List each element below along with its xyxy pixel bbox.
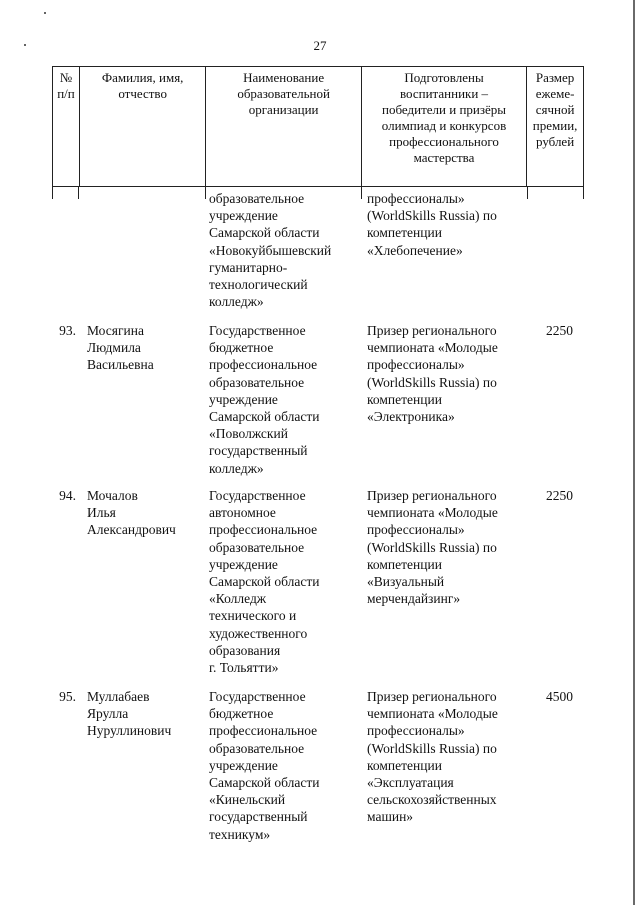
scan-edge-line (633, 0, 635, 905)
column-divider (583, 187, 584, 199)
continued-achievement: профессионалы» (WorldSkills Russia) по компетенции «Хлебопечение» (367, 191, 497, 258)
row-org: Государственное бюджетное профессиональное образовательное учреждение Самарской области «Поволжский государственный колледж» (209, 323, 320, 476)
header-org: Наименование образовательной организации (206, 67, 361, 186)
row-amount: 4500 (546, 689, 573, 704)
row-amount: 2250 (546, 488, 573, 503)
column-divider (78, 187, 79, 199)
row-name: Мосягина Людмила Васильевна (87, 323, 154, 373)
column-divider (361, 187, 362, 199)
column-divider (205, 187, 206, 199)
header-num: № п/п (53, 67, 80, 186)
table-header (52, 66, 584, 187)
row-name: Муллабаев Ярулла Нуруллинович (87, 689, 172, 739)
row-num: 94. (59, 488, 76, 503)
header-prize: Размер ежеме- сячной премии, рублей (532, 70, 578, 149)
row-num: 93. (59, 323, 76, 338)
scan-speck-top (44, 12, 46, 14)
row-name: Мочалов Илья Александрович (87, 488, 176, 538)
header-name: Фамилия, имя, отчество (80, 67, 207, 186)
row-achievement: Призер регионального чемпионата «Молодые профессионалы» (WorldSkills Russia) по компетенции «Электроника» (367, 323, 498, 425)
header-prepared: Подготовлены воспитанники – победители и призёры олимпиад и конкурсов профессионального мастерства (362, 67, 527, 186)
page-number: 27 (313, 38, 327, 53)
row-org: Государственное бюджетное профессиональное образовательное учреждение Самарской области «Кинельский государственный техникум» (209, 689, 320, 842)
column-divider (527, 187, 528, 199)
continued-org: образовательное учреждение Самарской области «Новокуйбышевский гуманитарно- технологический колледж» (209, 191, 332, 310)
column-divider (52, 187, 53, 199)
row-num: 95. (59, 689, 76, 704)
row-achievement: Призер регионального чемпионата «Молодые профессионалы» (WorldSkills Russia) по компетенции «Эксплуатация сельскохозяйственных машин» (367, 689, 498, 825)
row-org: Государственное автономное профессиональное образовательное учреждение Самарской области «Колледж технического и художественного образования г. Тольятти» (209, 488, 320, 676)
row-amount: 2250 (546, 323, 573, 338)
row-achievement: Призер регионального чемпионата «Молодые профессионалы» (WorldSkills Russia) по компетенции «Визуальный мерчендайзинг» (367, 488, 498, 607)
